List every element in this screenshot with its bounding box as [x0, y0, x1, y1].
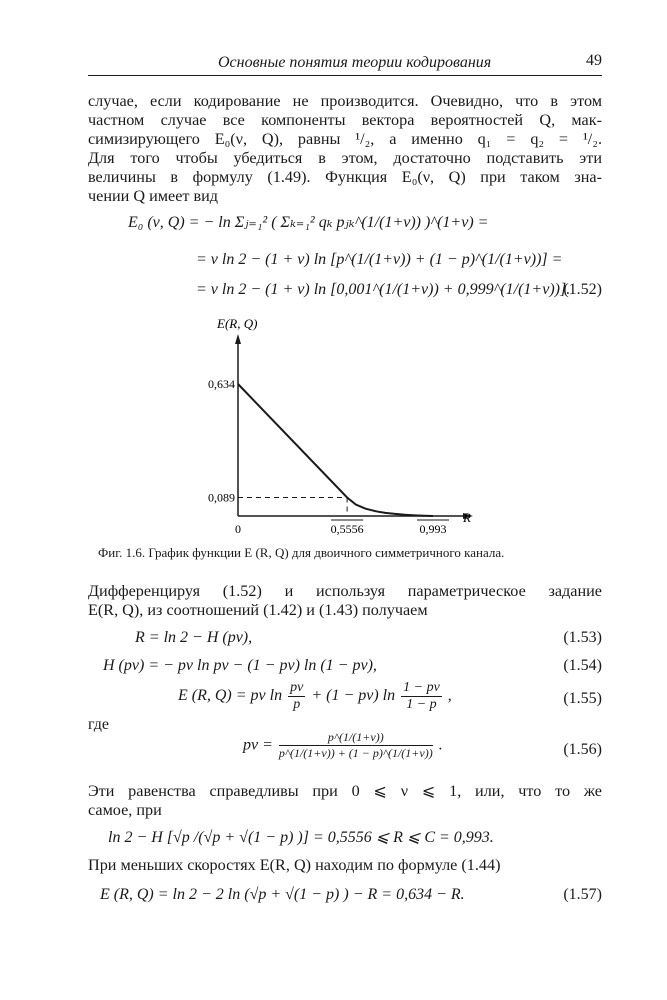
equation-number: (1.54)	[563, 657, 602, 674]
x-axis-label: R	[463, 510, 471, 525]
text-line: частном случае все компоненты вектора вероятностей Q, мак-	[88, 111, 602, 129]
y-axis-label: E(R, Q)	[217, 316, 258, 331]
equation-1-52-line-3: = ν ln 2 − (1 + ν) ln [0,001^(1/(1+ν)) + 0,999^(1/(1+ν))].	[196, 281, 571, 298]
equation-1-53: R = ln 2 − H (pν),	[135, 629, 253, 646]
denominator: 1 − p	[406, 697, 437, 712]
text-line: случае, если кодирование не производится. Очевидно, что в этом	[88, 92, 602, 110]
inequality: ln 2 − H [√p /(√p + √(1 − p) )] = 0,5556 ⩽ R ⩽ C = 0,993.	[108, 829, 494, 846]
fraction	[279, 730, 433, 761]
figure-caption: Фиг. 1.6. График функции E (R, Q) для двоичного симметричного канала.	[98, 545, 505, 560]
equation-1-57: E (R, Q) = ln 2 − 2 ln (√p + √(1 − p) ) − R = 0,634 − R.	[100, 886, 465, 903]
text-line: Дифференцируя (1.52) и используя параметрическое задание	[88, 582, 602, 600]
x-tick-label: 0,993	[419, 522, 447, 536]
equation-1-52-line-2: = ν ln 2 − (1 + ν) ln [p^(1/(1+ν)) + (1 − p)^(1/(1+ν))] =	[196, 251, 563, 268]
formula-part: pν =	[243, 736, 273, 754]
paragraph	[88, 856, 602, 875]
text-line: величины в формулу (1.49). Функция E₀(ν, Q) при таком зна-	[88, 168, 602, 186]
running-header	[88, 52, 602, 78]
text-line: симизирующего E₀(ν, Q), равны ¹/₂, а именно q₁ = q₂ = ¹/₂.	[88, 130, 602, 148]
text-line: Эти равенства справедливы при 0 ⩽ ν ⩽ 1, или, что то же	[88, 782, 602, 800]
equation-1-52-line-1: E₀ (ν, Q) = − ln Σⱼ₌₁² ( Σₖ₌₁² qₖ pⱼₖ^(1/(1+ν)) )^(1+ν) =	[128, 214, 489, 231]
equation-number: (1.55)	[563, 690, 602, 707]
formula-part: .	[438, 736, 443, 754]
paragraph	[88, 782, 602, 820]
equation-1-55	[178, 680, 452, 713]
equation-1-54: H (pν) = − pν ln pν − (1 − pν) ln (1 − pν),	[103, 657, 377, 674]
equation-number: (1.57)	[563, 886, 602, 903]
text-line: самое, при	[88, 801, 162, 819]
intro-paragraph	[88, 92, 602, 206]
equation-number: (1.52)	[563, 281, 602, 298]
series-curve	[238, 384, 433, 516]
fraction	[401, 680, 442, 713]
numerator: p^(1/(1+ν))	[279, 730, 433, 746]
formula-part: + (1 − pν) ln	[311, 687, 396, 705]
x-tick-label: 0,5556	[330, 522, 364, 536]
formula-part: E (R, Q) = pν ln	[178, 687, 283, 705]
denominator: p	[293, 697, 301, 712]
numerator: pν	[290, 680, 304, 695]
y-tick-label: 0,634	[208, 377, 235, 391]
x-tick-label: 0	[235, 522, 241, 536]
denominator: p^(1/(1+ν)) + (1 − p)^(1/(1+ν))	[278, 746, 433, 760]
text-line: E(R, Q), из соотношений (1.42) и (1.43) получаем	[88, 601, 428, 619]
equation-1-56	[243, 730, 443, 761]
text-line: При меньших скоростях E(R, Q) находим по формуле (1.44)	[88, 856, 501, 874]
numerator: 1 − pν	[403, 680, 440, 695]
text-line: чении Q имеет вид	[88, 187, 219, 205]
header-rule	[88, 75, 602, 76]
y-axis-arrow	[235, 334, 241, 344]
y-tick-label: 0,089	[208, 490, 235, 505]
fraction	[288, 680, 305, 713]
paragraph	[88, 582, 602, 620]
running-title: Основные понятия теории кодирования	[218, 54, 492, 71]
text-where: где	[88, 716, 110, 733]
formula-part: ,	[447, 687, 452, 705]
equation-number: (1.53)	[563, 629, 602, 646]
equation-number: (1.56)	[563, 741, 602, 758]
text-line: Для того чтобы убедиться в этом, достаточно подставить эти	[88, 149, 602, 167]
function-graph	[195, 308, 495, 540]
page-number: 49	[586, 52, 602, 69]
